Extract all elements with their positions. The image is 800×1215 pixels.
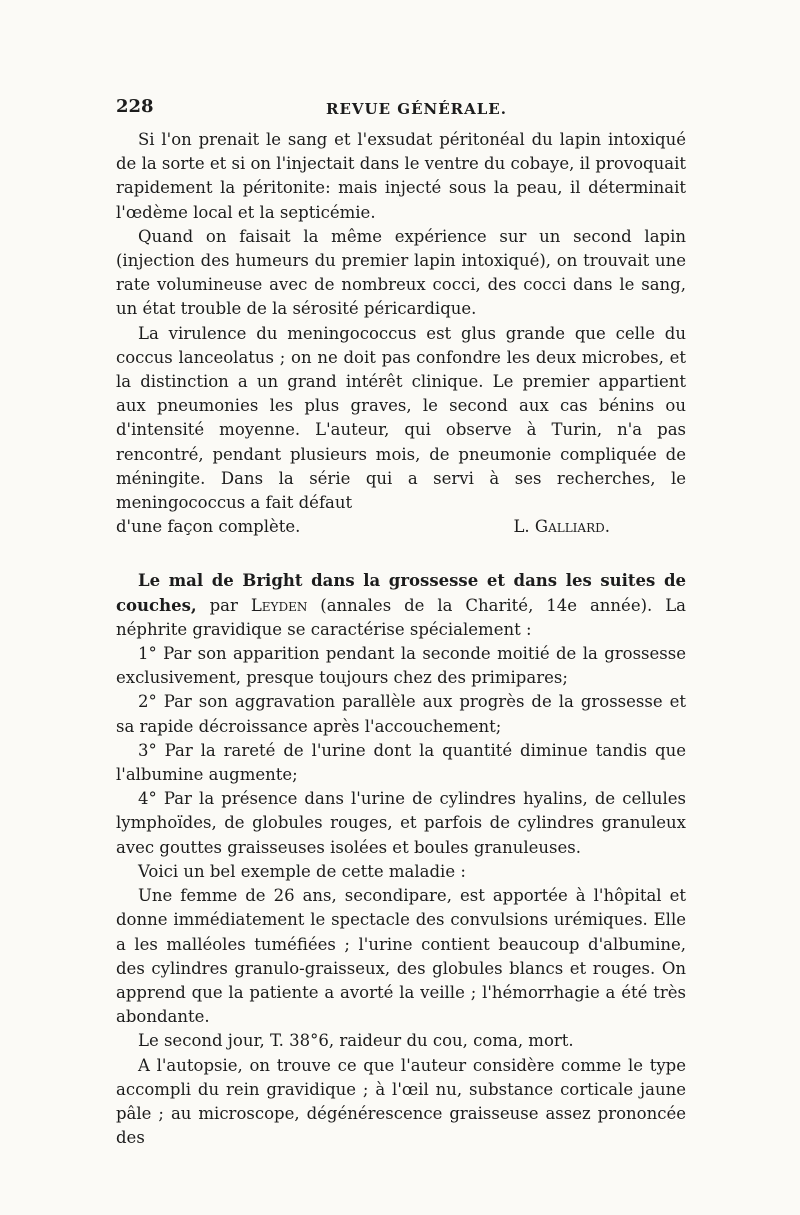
article-author: Leyden [250,595,308,615]
paragraph: Voici un bel exemple de cette maladie : [138,861,466,881]
article-title: Le mal de Bright dans la grossesse et dans les suites de couches, [116,571,686,615]
paragraph: La virulence du meningococcus est glus grande que celle du coccus lanceolatus ; on ne doit pas confondre les deux microbes, et la distinction a un grand intérêt clinique. Le premier appartient aux pneumonies les plus graves, le second aux cas bénins ou d'intensité moyenne. L'auteur, qui observe à Turin, n'a pas rencontré, pendant plusieurs mois, de pneumonie compliquée de méningite. Dans la série qui a servi à ses recherches, le meningococcus a fait défaut [116,323,686,513]
paragraph: Le second jour, T. 38°6, raideur du cou, coma, mort. [138,1031,574,1051]
list-item: 4° Par la présence dans l'urine de cylindres hyalins, de cellules lymphoïdes, de globules rouges, et parfois de cylindres granuleux avec gouttes graisseuses isolées et boules granuleuses. [116,789,686,857]
section-separator [116,539,686,569]
page-header [116,96,690,120]
list-item: 3° Par la rareté de l'urine dont la quantité diminue tandis que l'albumine augmente; [116,740,686,785]
body-text [116,128,686,1150]
running-title: REVUE GÉNÉRALE. [326,100,507,118]
list-item: 1° Par son apparition pendant la seconde moitié de la grossesse exclusivement, presque toujours chez des primipares; [116,644,686,688]
paragraph: A l'autopsie, on trouve ce que l'auteur considère comme le type accompli du rein gravidique ; à l'œil nu, substance corticale jaune pâle ; au microscope, dégénérescence graisseuse assez prononcée des [116,1055,686,1148]
author-signature: L. Galliard. [513,517,610,537]
signature-row [116,515,686,539]
author-prefix: par [209,595,251,615]
page-number: 228 [116,96,154,117]
article-intro [116,569,686,642]
paragraph-last-line: d'une façon complète. [116,517,301,537]
paragraph: Quand on faisait la même expérience sur un second lapin (injection des humeurs du premier lapin intoxiqué), on trouvait une rate volumineuse avec de nombreux cocci, des cocci dans le sang, un état trouble de la sérosité péricardique. [116,226,686,319]
list-item: 2° Par son aggravation parallèle aux progrès de la grossesse et sa rapide décroissance après l'accouchement; [116,692,686,736]
paragraph: Une femme de 26 ans, secondipare, est apportée à l'hôpital et donne immédiatement le spectacle des convulsions urémiques. Elle a les malléoles tuméfiées ; l'urine contient beaucoup d'albumine, des cylindres granulo-graisseux, des globules blancs et rouges. On apprend que la patiente a avorté la veille ; l'hémorrhagie a été très abondante. [116,886,686,1027]
paragraph: Si l'on prenait le sang et l'exsudat péritonéal du lapin intoxiqué de la sorte et si on l'injectait dans le ventre du cobaye, il provoquait rapidement la péritonite: mais injecté sous la peau, il déterminait l'œdème local et la septicémie. [116,130,686,222]
intro-text: (annales de la Charité, 14e année). La néphrite gravidique se caractérise spécialement : [116,595,686,639]
